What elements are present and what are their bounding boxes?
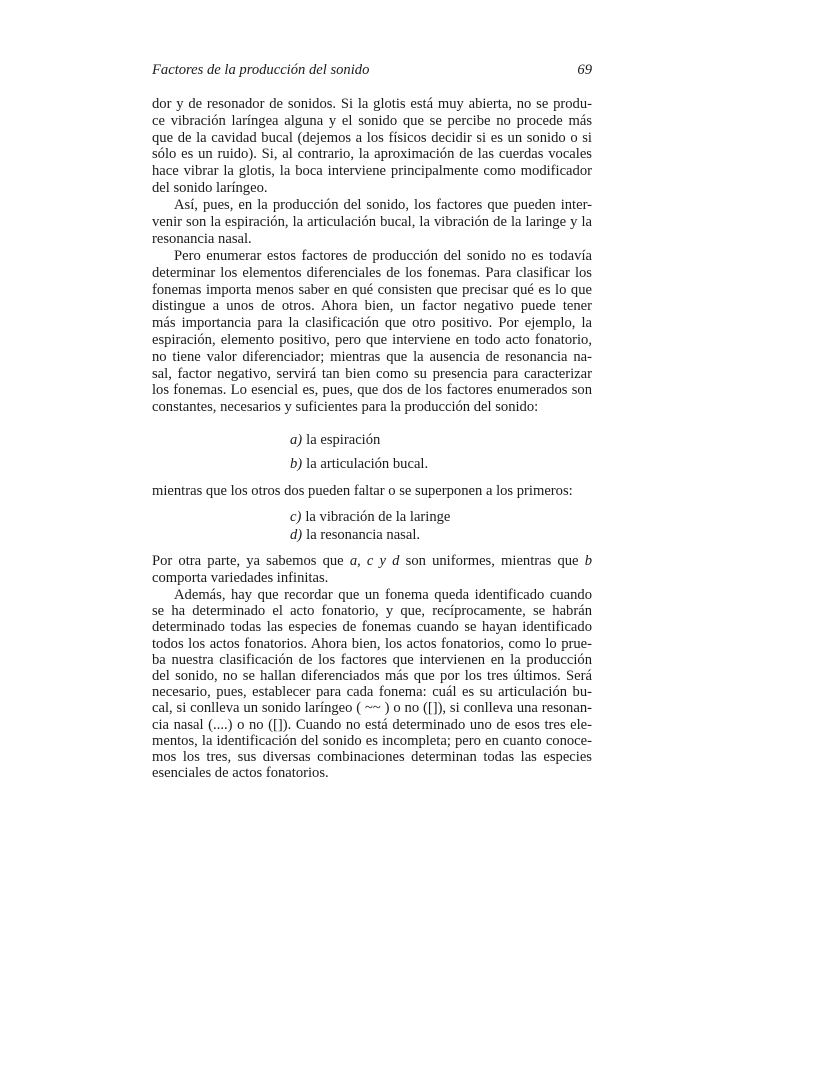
text-line: del sonido, no se hallan diferenciados más que por los tres últimos. Será	[152, 668, 592, 685]
text-line: del sonido laríngeo.	[152, 179, 268, 196]
text-line: sal, factor negativo, servirá tan bien como su presencia para caracterizar	[152, 365, 592, 382]
paragraph-2	[152, 197, 592, 247]
list-item-a	[290, 432, 380, 449]
italic-run: a, c y d	[349, 553, 400, 569]
text-line: esenciales de actos fonatorios.	[152, 765, 329, 782]
text-line: fonemas importa menos saber en qué consisten que precisar qué es lo que	[152, 281, 592, 298]
text-line	[152, 553, 592, 570]
text-line: venir son la espiración, la articulación bucal, la vibración de la laringe y la	[152, 213, 592, 230]
list-text: la vibración de la laringe	[305, 509, 451, 525]
paragraph-5	[152, 553, 592, 587]
text-line: Pero enumerar estos factores de producción del sonido no es todavía	[174, 248, 592, 264]
text-run: Por otra parte, ya sabemos que	[152, 553, 350, 569]
paragraph-4	[152, 483, 592, 500]
text-line: mientras que los otros dos pueden faltar o se superponen a los primeros:	[152, 483, 573, 499]
text-line: los fonemas. Lo esencial es, pues, que dos de los factores enumerados son	[152, 382, 592, 399]
text-line: constantes, necesarios y suficientes para la producción del sonido:	[152, 399, 539, 416]
list-label: b)	[290, 456, 303, 472]
list-label: c)	[290, 509, 302, 525]
text-line: mos los tres, sus diversas combinaciones determinan todas las especies	[152, 749, 592, 766]
text-line: comporta variedades infinitas.	[152, 569, 329, 586]
list-item-b	[290, 456, 428, 473]
text-line: determinado todas las especies de fonemas cuando se hayan identificado	[152, 619, 592, 636]
running-header	[152, 62, 592, 79]
list-label: a)	[290, 432, 303, 448]
text-line: ba nuestra clasificación de los factores que intervienen en la producción	[152, 651, 592, 668]
text-line: cal, si conlleva un sonido laríngeo ( ~~ ) o no ([]), si conlleva una resonan-	[152, 700, 592, 717]
paragraph-6	[152, 587, 592, 781]
list-item-c	[290, 509, 450, 526]
italic-run: b	[584, 553, 592, 569]
text-run: son uniformes, mientras que	[399, 553, 585, 569]
text-line: determinar los elementos diferenciales de los fonemas. Para clasificar los	[152, 264, 592, 281]
text-line: necesario, pues, establecer para cada fonema: cuál es su articulación bu-	[152, 684, 592, 701]
list-label: d)	[290, 527, 303, 543]
text-line: más importancia para la clasificación que otro positivo. Por ejemplo, la	[152, 315, 592, 332]
page-number: 69	[577, 62, 592, 78]
text-line: espiración, elemento positivo, pero que interviene en todo acto fonatorio,	[152, 331, 592, 348]
paragraph-3	[152, 248, 592, 416]
running-header-title: Factores de la producción del sonido	[152, 62, 370, 78]
text-line: hace vibrar la glotis, la boca interviene principalmente como modificador	[152, 163, 592, 180]
list-text: la articulación bucal.	[306, 456, 429, 472]
list-text: la resonancia nasal.	[306, 527, 421, 543]
paragraph-1	[152, 96, 592, 197]
list-text: la espiración	[306, 432, 381, 448]
text-line: ce vibración laríngea alguna y el sonido que se percibe no procede más	[152, 112, 592, 129]
text-line: se ha determinado el acto fonatorio, y que, recíprocamente, se habrán	[152, 603, 592, 620]
text-line: resonancia nasal.	[152, 230, 252, 247]
text-line: distingue a unos de otros. Ahora bien, un factor negativo puede tener	[152, 298, 592, 315]
text-line: todos los actos fonatorios. Ahora bien, los actos fonatorios, como lo prue-	[152, 635, 592, 652]
text-line: que de la cavidad bucal (dejemos a los físicos decidir si es un sonido o si	[152, 129, 592, 146]
text-line: cia nasal (....) o no ([]). Cuando no está determinado uno de esos tres ele-	[152, 716, 592, 733]
list-item-d	[290, 527, 420, 544]
text-line: Así, pues, en la producción del sonido, los factores que pueden inter-	[174, 197, 592, 213]
text-line: mentos, la identificación del sonido es incompleta; pero en cuanto conoce-	[152, 732, 592, 749]
text-line: dor y de resonador de sonidos. Si la glotis está muy abierta, no se produ-	[152, 96, 592, 112]
text-line: no tiene valor diferenciador; mientras que la ausencia de resonancia na-	[152, 348, 592, 365]
text-line: sólo es un ruido). Si, al contrario, la aproximación de las cuerdas vocales	[152, 146, 592, 163]
text-line: Además, hay que recordar que un fonema queda identificado cuando	[174, 587, 592, 603]
